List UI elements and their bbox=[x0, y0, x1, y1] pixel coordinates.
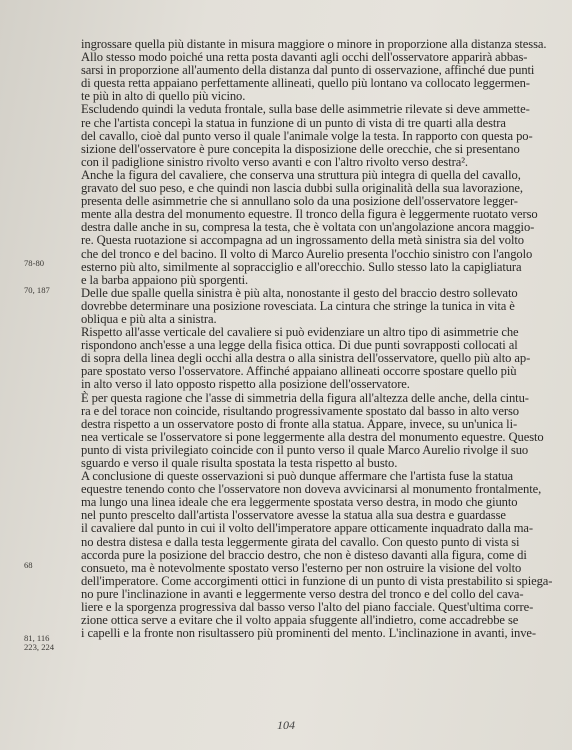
text-line: Escludendo quindi la veduta frontale, sulla base delle asimmetrie rilevate si deve ammette- bbox=[81, 102, 530, 117]
text-line: Allo stesso modo poiché una retta posta davanti agli occhi dell'osservatore apparirà abbas- bbox=[81, 50, 528, 65]
text-line: i capelli e la fronte non risultassero più prominenti del mento. L'inclinazione in avanti, inve- bbox=[81, 626, 537, 641]
text-line: presenta delle asimmetrie che si annullano solo da una posizione dell'osservatore legger- bbox=[81, 194, 518, 209]
text-line: punto di vista privilegiato coincide con il punto verso il quale Marco Aurelio rivolge il suo bbox=[81, 442, 529, 457]
text-line: ingrossare quella più distante in misura maggiore o minore in proporzione alla distanza stessa. bbox=[81, 37, 547, 51]
text-line: zione ottica serve a evitare che il volto appaia sfuggente all'indietro, come accadrebbe se bbox=[81, 613, 519, 628]
text-line: consueto, ma è notevolmente spostato verso l'esterno per non ostruire la visione del volto bbox=[81, 560, 522, 575]
text-line: esterno più alto, similmente al sopracciglio e all'orecchio. Sullo stesso lato la capigliatura bbox=[81, 259, 522, 274]
body-text bbox=[81, 38, 561, 640]
margin-note-figures-70-187: 70, 187 bbox=[24, 285, 50, 295]
text-line: di questa retta appaiano perfettamente allineati, quello più lontano va collocato leggermen- bbox=[81, 76, 530, 91]
text-line: È per questa ragione che l'asse di simmetria della figura all'altezza delle anche, della cintu- bbox=[81, 390, 529, 405]
text-line: sarsi in proporzione all'aumento della distanza dal punto di osservazione, affinché due punti bbox=[81, 63, 535, 78]
text-line: Anche la figura del cavaliere, che conserva una struttura più integra di quella del cavallo, bbox=[81, 167, 521, 182]
margin-note-figures-223-224: 223, 224 bbox=[24, 642, 55, 652]
text-line: equestre tenendo conto che l'osservatore non doveva avvicinarsi al monumento frontalmente, bbox=[81, 482, 542, 497]
text-line: rispondono anch'esse a una legge della fisica ottica. Di due punti sovrapposti collocati al bbox=[81, 338, 518, 353]
text-line: e la barba appaiono più sporgenti. bbox=[81, 272, 249, 287]
text-line: Delle due spalle quella sinistra è più alta, nonostante il gesto del braccio destro sollevato bbox=[81, 285, 518, 300]
text-line: mente alla destra del monumento equestre. Il tronco della figura è leggermente ruotato verso bbox=[81, 207, 538, 222]
text-line: il cavaliere dal punto in cui il volto dell'imperatore appare otticamente inquadrato dalla ma- bbox=[81, 521, 534, 536]
text-line: con il padiglione sinistro rivolto verso avanti e con l'altro rivolto verso destra². bbox=[81, 154, 468, 169]
text-line: nea verticale se l'osservatore si pone leggermente alla destra del monumento equestre. Questo bbox=[81, 429, 544, 444]
text-line: no pure l'inclinazione in avanti e leggermente verso destra del tronco e del collo del cava- bbox=[81, 586, 524, 601]
text-line: sguardo e verso il quale risulta spostata la testa rispetto al busto. bbox=[81, 456, 398, 470]
text-line: re che l'artista concepì la statua in funzione di un punto di vista di tre quarti alla destra bbox=[81, 115, 506, 130]
text-line: accorda pure la posizione del braccio destro, che non è disteso davanti alla figura, come di bbox=[81, 547, 527, 562]
text-line: sizione dell'osservatore è pure concepita la disposizione delle orecchie, che si presentano bbox=[81, 141, 520, 156]
page-number: 104 bbox=[277, 718, 295, 732]
text-line: liere e la sporgenza progressiva dal basso verso l'alto del piano facciale. Quest'ultima corre- bbox=[81, 600, 534, 615]
text-line: gravato del suo peso, e che quindi non lascia dubbi sulla originalità della sua lavorazione, bbox=[81, 181, 523, 196]
text-line: pare spostato verso l'osservatore. Affinché appaiano allineati occorre spostare quello più bbox=[81, 364, 517, 379]
text-line: dell'imperatore. Come accorgimenti ottici in funzione di un punto di vista prestabilito si spiega- bbox=[81, 573, 553, 588]
margin-note-figure-68: 68 bbox=[24, 560, 33, 570]
text-line: di sopra della linea degli occhi alla destra o alla sinistra dell'osservatore, quello più alto ap- bbox=[81, 351, 531, 366]
text-line: destra rispetto a un osservatore posto di fronte alla statua. Appare, invece, su un'unica li- bbox=[81, 416, 518, 431]
text-line: ma lungo una linea ideale che era leggermente spostata verso destra, in modo che giunto bbox=[81, 495, 518, 510]
text-line: Rispetto all'asse verticale del cavaliere si può evidenziare un altro tipo di asimmetrie che bbox=[81, 325, 519, 340]
text-line: nel punto prescelto dall'artista l'osservatore avesse la statua alla sua destra e guardasse bbox=[81, 508, 506, 523]
text-line: del cavallo, cioè dal punto verso il quale l'animale volge la testa. In rapporto con questa po- bbox=[81, 128, 533, 143]
text-line: destra dalle anche in su, compresa la testa, che è voltata con un'angolazione ancora maggio- bbox=[81, 220, 535, 235]
text-line: ra e del torace non coincide, risultando progressivamente spostato dal basso in alto verso bbox=[81, 403, 519, 418]
text-line: che del tronco e del bacino. Il volto di Marco Aurelio presenta l'occhio sinistro con l'angolo bbox=[81, 246, 533, 261]
margin-note-figures-81-116: 81, 116 bbox=[24, 633, 50, 643]
margin-note-figures-78-80: 78-80 bbox=[24, 258, 45, 268]
text-line: re. Questa ruotazione si accompagna ad un ingrossamento della metà sinistra sia del volto bbox=[81, 233, 524, 248]
text-line: te più in alto di quello più vicino. bbox=[81, 89, 246, 104]
text-line: A conclusione di queste osservazioni si può dunque affermare che l'artista fuse la statua bbox=[81, 469, 514, 484]
text-line: in alto verso il lato opposto rispetto alla posizione dell'osservatore. bbox=[81, 377, 410, 392]
text-line: dovrebbe determinare una posizione rovesciata. La cintura che stringe la tunica in vita è bbox=[81, 298, 515, 313]
text-line: obliqua e più alta a sinistra. bbox=[81, 311, 217, 326]
text-line: no destra distesa e dalla testa leggermente girata del cavallo. Con questo punto di vista si bbox=[81, 534, 520, 549]
